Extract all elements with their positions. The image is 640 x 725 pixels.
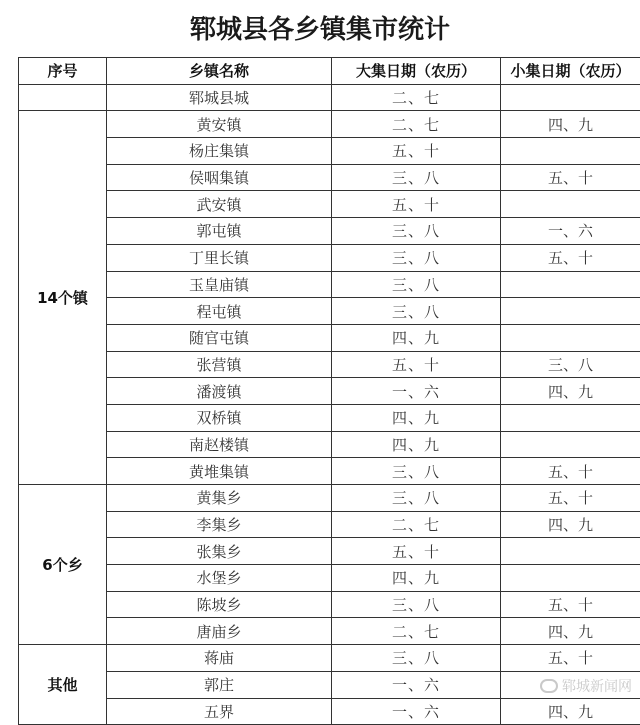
- small-market-cell: [501, 84, 640, 111]
- town-name-cell: 郭屯镇: [107, 218, 332, 245]
- small-market-cell: 五、十: [501, 485, 640, 512]
- town-name-cell: 黄集乡: [107, 485, 332, 512]
- header-big-market-date: 大集日期（农历）: [332, 58, 501, 85]
- big-market-cell: 五、十: [332, 351, 501, 378]
- town-name-cell: 水堡乡: [107, 565, 332, 592]
- big-market-cell: 五、十: [332, 538, 501, 565]
- wechat-icon: [540, 679, 558, 693]
- table-body: [19, 84, 640, 725]
- table-row: [19, 298, 640, 325]
- header-index: 序号: [19, 58, 107, 85]
- header-small-market-date: 小集日期（农历）: [501, 58, 640, 85]
- town-name-cell: 郭庄: [107, 671, 332, 698]
- table-row: [19, 591, 640, 618]
- town-name-cell: 五界: [107, 698, 332, 725]
- table-row: [19, 618, 640, 645]
- small-market-cell: 五、十: [501, 645, 640, 672]
- big-market-cell: 一、六: [332, 378, 501, 405]
- table-row: [19, 404, 640, 431]
- big-market-cell: 三、八: [332, 271, 501, 298]
- big-market-cell: 一、六: [332, 671, 501, 698]
- small-market-cell: 三、八: [501, 351, 640, 378]
- big-market-cell: 五、十: [332, 138, 501, 165]
- table-row: [19, 324, 640, 351]
- page-title: 郓城县各乡镇集市统计: [0, 10, 640, 50]
- table-row: [19, 485, 640, 512]
- big-market-cell: 三、八: [332, 485, 501, 512]
- table-row: [19, 645, 640, 672]
- town-name-cell: 南赵楼镇: [107, 431, 332, 458]
- big-market-cell: 二、七: [332, 618, 501, 645]
- town-name-cell: 蒋庙: [107, 645, 332, 672]
- town-name-cell: 侯咽集镇: [107, 164, 332, 191]
- watermark-text: 郓城新闻网: [562, 676, 632, 696]
- small-market-cell: [501, 271, 640, 298]
- group-label: [19, 84, 107, 111]
- table-row: [19, 565, 640, 592]
- town-name-cell: 郓城县城: [107, 84, 332, 111]
- town-name-cell: 张集乡: [107, 538, 332, 565]
- town-name-cell: 玉皇庙镇: [107, 271, 332, 298]
- group-label: 14个镇: [19, 111, 107, 485]
- table-row: [19, 244, 640, 271]
- big-market-cell: 二、七: [332, 84, 501, 111]
- big-market-cell: 三、八: [332, 164, 501, 191]
- small-market-cell: 四、九: [501, 618, 640, 645]
- town-name-cell: 黄堆集镇: [107, 458, 332, 485]
- small-market-cell: [501, 191, 640, 218]
- town-name-cell: 张营镇: [107, 351, 332, 378]
- big-market-cell: 三、八: [332, 218, 501, 245]
- table-row: [19, 218, 640, 245]
- big-market-cell: 三、八: [332, 458, 501, 485]
- small-market-cell: [501, 431, 640, 458]
- big-market-cell: 四、九: [332, 565, 501, 592]
- town-name-cell: 潘渡镇: [107, 378, 332, 405]
- big-market-cell: 四、九: [332, 431, 501, 458]
- big-market-cell: 四、九: [332, 324, 501, 351]
- small-market-cell: 五、十: [501, 591, 640, 618]
- town-name-cell: 黄安镇: [107, 111, 332, 138]
- small-market-cell: 四、九: [501, 111, 640, 138]
- table-row: [19, 698, 640, 725]
- small-market-cell: 四、九: [501, 698, 640, 725]
- big-market-cell: 三、八: [332, 298, 501, 325]
- table-row: [19, 511, 640, 538]
- table-row: [19, 538, 640, 565]
- watermark: [540, 676, 632, 696]
- town-name-cell: 双桥镇: [107, 404, 332, 431]
- small-market-cell: [501, 298, 640, 325]
- big-market-cell: 二、七: [332, 111, 501, 138]
- big-market-cell: 三、八: [332, 244, 501, 271]
- group-label: 6个乡: [19, 485, 107, 645]
- big-market-cell: 三、八: [332, 591, 501, 618]
- table-row: [19, 84, 640, 111]
- big-market-cell: 四、九: [332, 404, 501, 431]
- big-market-cell: 一、六: [332, 698, 501, 725]
- town-name-cell: 程屯镇: [107, 298, 332, 325]
- table-row: [19, 458, 640, 485]
- town-name-cell: 丁里长镇: [107, 244, 332, 271]
- table-row: [19, 164, 640, 191]
- big-market-cell: 二、七: [332, 511, 501, 538]
- town-name-cell: 陈坡乡: [107, 591, 332, 618]
- small-market-cell: 五、十: [501, 164, 640, 191]
- table-row: [19, 378, 640, 405]
- small-market-cell: [501, 138, 640, 165]
- table-row: [19, 191, 640, 218]
- market-schedule-table: [18, 57, 640, 725]
- table-row: [19, 431, 640, 458]
- table-row: [19, 138, 640, 165]
- town-name-cell: 唐庙乡: [107, 618, 332, 645]
- small-market-cell: 五、十: [501, 244, 640, 271]
- table-row: [19, 111, 640, 138]
- small-market-cell: 四、九: [501, 511, 640, 538]
- small-market-cell: 一、六: [501, 218, 640, 245]
- small-market-cell: [501, 565, 640, 592]
- table-row: [19, 271, 640, 298]
- small-market-cell: [501, 538, 640, 565]
- town-name-cell: 随官屯镇: [107, 324, 332, 351]
- town-name-cell: 杨庄集镇: [107, 138, 332, 165]
- table-row: [19, 351, 640, 378]
- small-market-cell: [501, 324, 640, 351]
- town-name-cell: 武安镇: [107, 191, 332, 218]
- group-label: 其他: [19, 645, 107, 725]
- header-town-name: 乡镇名称: [107, 58, 332, 85]
- small-market-cell: 四、九: [501, 378, 640, 405]
- big-market-cell: 五、十: [332, 191, 501, 218]
- town-name-cell: 李集乡: [107, 511, 332, 538]
- big-market-cell: 三、八: [332, 645, 501, 672]
- table-header-row: [19, 58, 640, 85]
- small-market-cell: 五、十: [501, 458, 640, 485]
- small-market-cell: [501, 404, 640, 431]
